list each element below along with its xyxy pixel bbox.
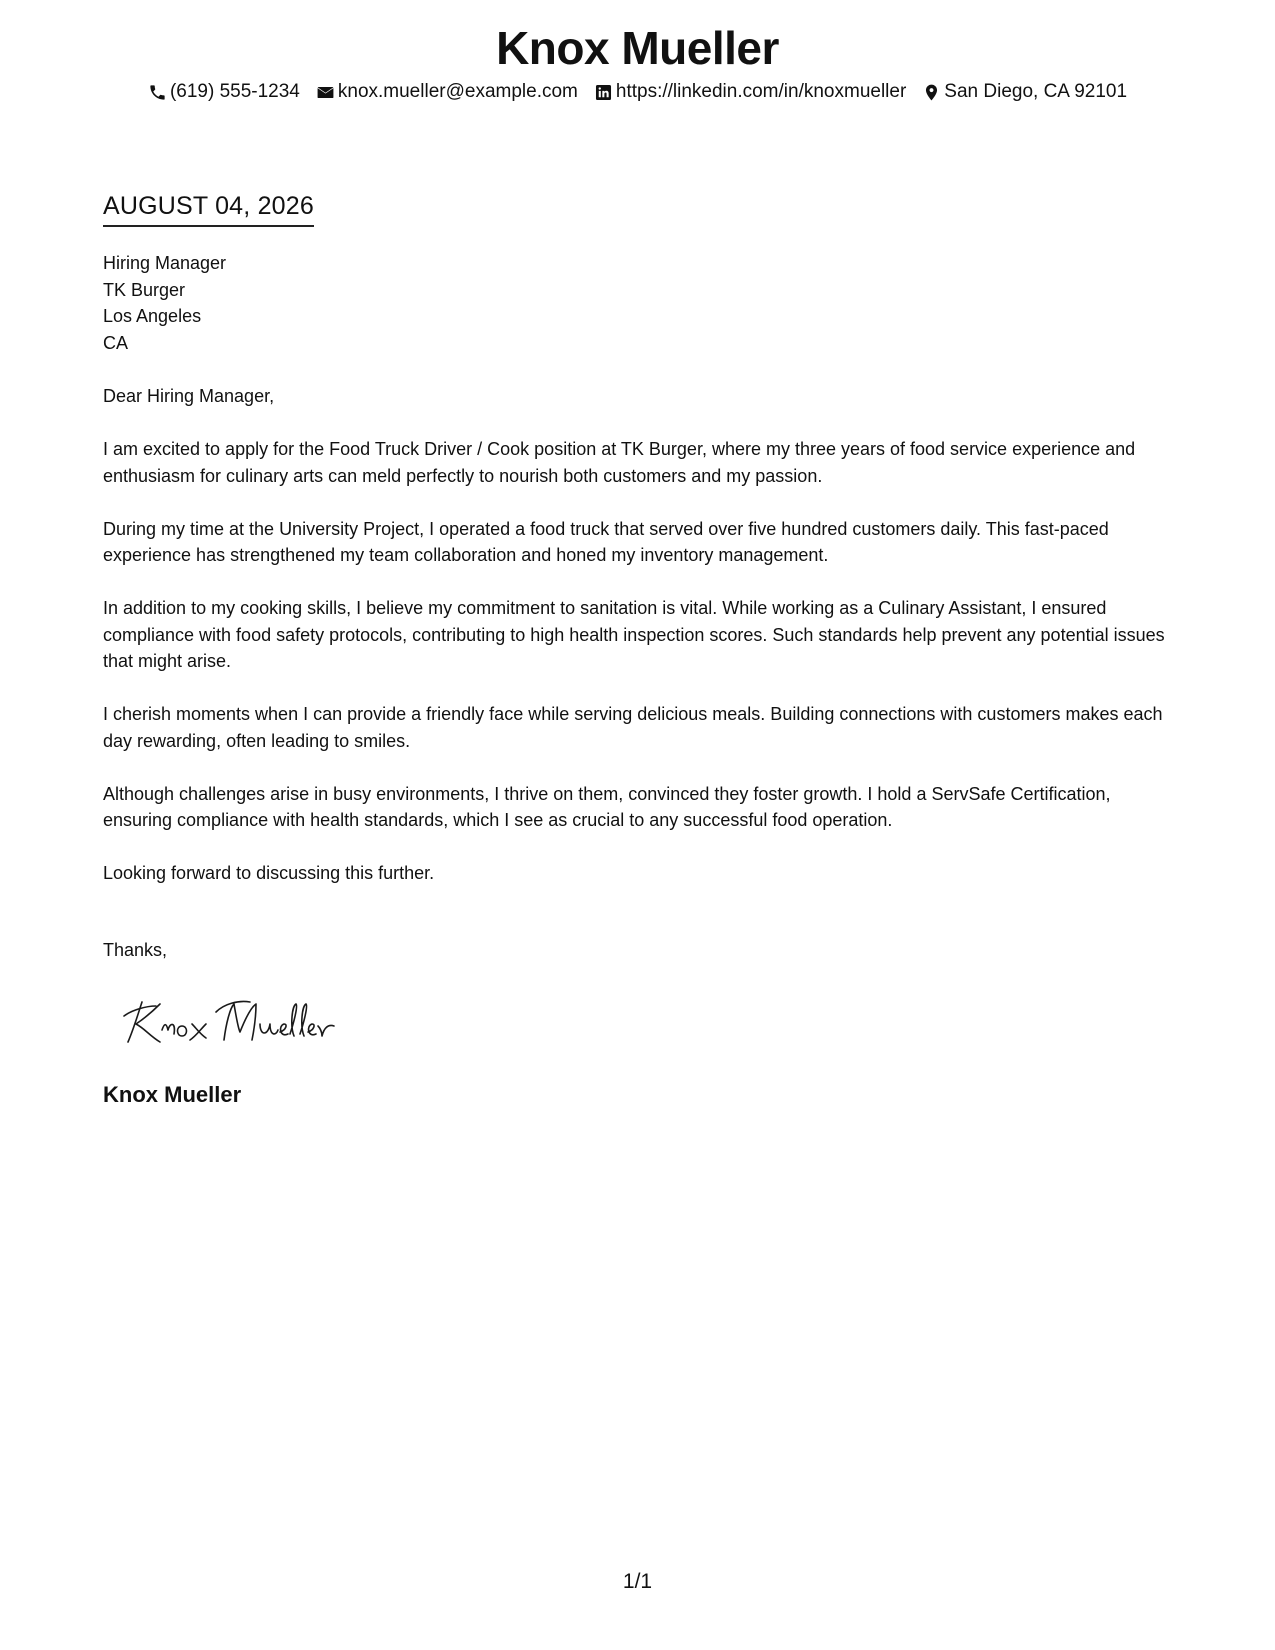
body-paragraph: I am excited to apply for the Food Truck Driver / Cook position at TK Burger, where my three years of food service experience and enthusiasm for culinary arts can meld perfectly to nourish both customers and my passion. bbox=[103, 439, 1136, 486]
signer-name: Knox Mueller bbox=[103, 1082, 242, 1107]
closing: Thanks, bbox=[103, 940, 168, 960]
contact-bar bbox=[0, 78, 1275, 106]
map-pin-icon bbox=[922, 83, 941, 102]
body-paragraph: Although challenges arise in busy environments, I thrive on them, convinced they foster growth. I hold a ServSafe Certification, ensuring compliance with health standards, which I see as crucial to any successful food operation. bbox=[103, 783, 1111, 830]
body-paragraph: I cherish moments when I can provide a friendly face while serving delicious meals. Building connections with customers makes each day rewarding, often leading to smiles. bbox=[103, 704, 1163, 751]
linkedin-link[interactable]: https://linkedin.com/in/knoxmueller bbox=[615, 81, 907, 102]
contact-location bbox=[922, 78, 1127, 106]
page-number: 1/1 bbox=[622, 1570, 653, 1593]
phone-icon bbox=[148, 83, 167, 102]
phone-text: (619) 555-1234 bbox=[169, 81, 300, 102]
recipient-state: CA bbox=[103, 332, 129, 353]
body-paragraph: Looking forward to discussing this further. bbox=[103, 863, 435, 883]
recipient-company: TK Burger bbox=[103, 279, 186, 300]
email-link[interactable]: knox.mueller@example.com bbox=[337, 81, 578, 102]
contact-linkedin[interactable] bbox=[594, 78, 906, 106]
recipient-city: Los Angeles bbox=[103, 306, 202, 326]
body-paragraph: During my time at the University Project, I operated a food truck that served over five hundred customers daily. This fast-paced experience has strengthened my team collaboration and honed my inventory management. bbox=[103, 518, 1109, 565]
letter-date: AUGUST 04, 2026 bbox=[103, 190, 314, 227]
contact-phone bbox=[148, 78, 300, 106]
location-text: San Diego, CA 92101 bbox=[944, 81, 1128, 102]
recipient-title: Hiring Manager bbox=[103, 253, 227, 273]
linkedin-icon bbox=[594, 83, 613, 102]
applicant-name-heading: Knox Mueller bbox=[496, 22, 779, 74]
handwritten-signature bbox=[120, 992, 350, 1052]
salutation: Dear Hiring Manager, bbox=[103, 386, 275, 406]
envelope-icon bbox=[316, 83, 335, 102]
contact-email[interactable] bbox=[316, 78, 578, 106]
recipient-block bbox=[103, 250, 226, 356]
body-paragraph: In addition to my cooking skills, I believe my commitment to sanitation is vital. While working as a Culinary Assistant, I ensured compliance with food safety protocols, contributing to high health inspection scores. Such standards help prevent any potential issues that might arise. bbox=[103, 598, 1165, 671]
letter-body bbox=[103, 383, 1178, 913]
